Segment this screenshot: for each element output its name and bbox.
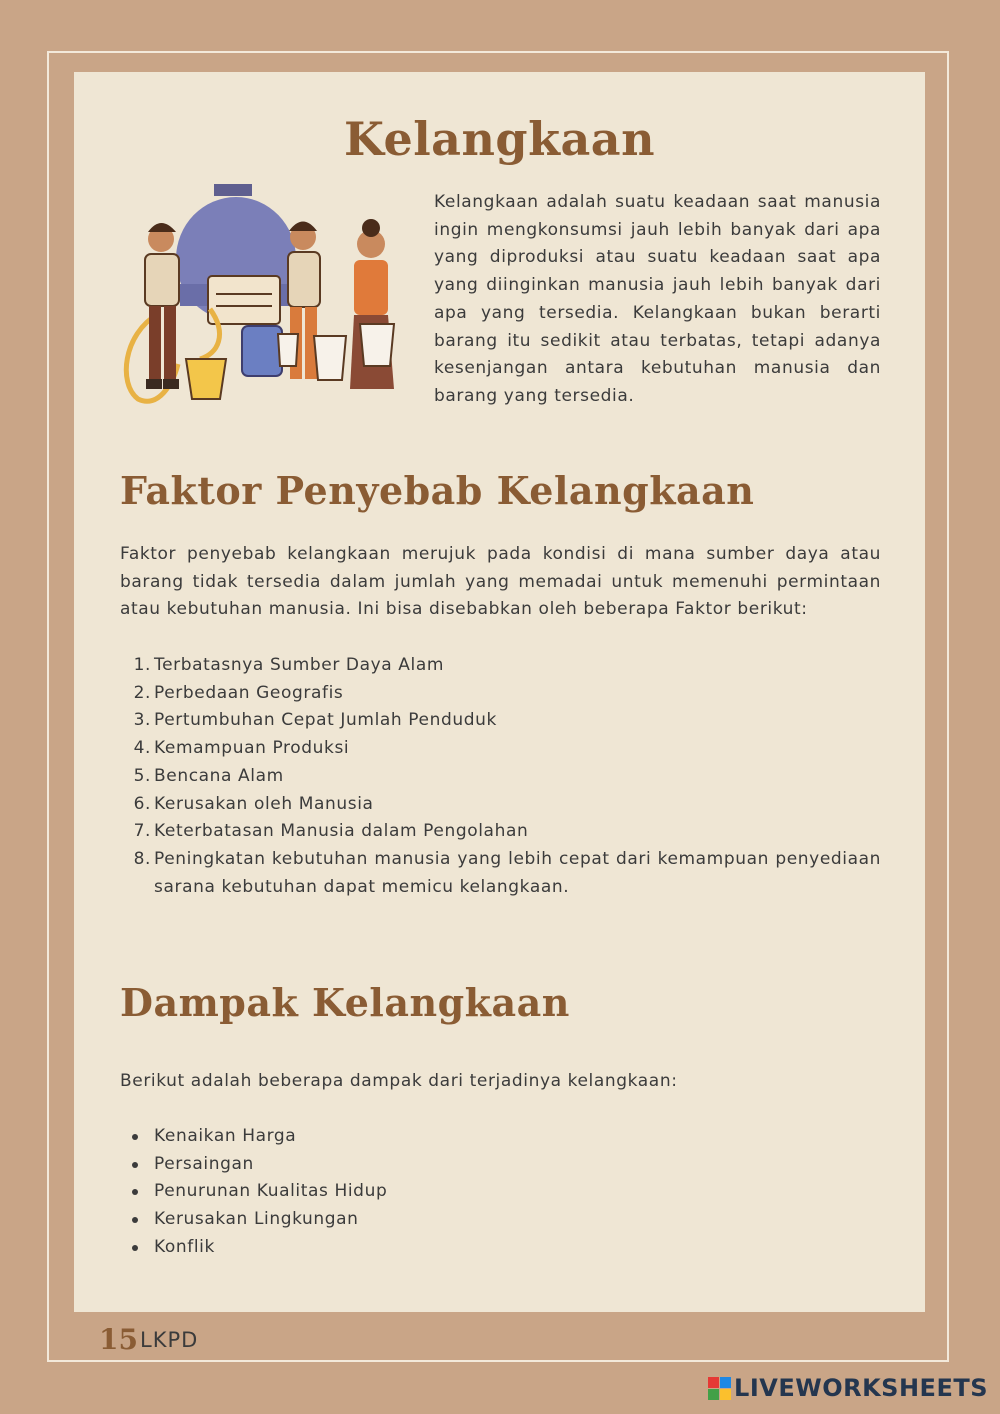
list-number: 6. [133,793,151,814]
list-item-text: Konflik [154,1236,215,1257]
dampak-paragraph: Berikut adalah beberapa dampak dari terjadinya kelangkaan: [120,1071,678,1091]
bullet-icon [132,1217,138,1223]
page-number: 15 [99,1323,138,1356]
faktor-heading: Faktor Penyebab Kelangkaan [120,468,755,513]
list-item [120,1151,881,1179]
liveworksheets-text: LIVEWORKSHEETS [734,1374,988,1402]
list-item [120,763,881,791]
list-number: 5. [133,765,151,786]
list-item [120,1178,881,1206]
list-number: 1. [133,655,151,675]
list-item [120,791,881,819]
page-title: Kelangkaan [343,112,656,166]
list-item [120,1123,881,1151]
list-item-text: Kerusakan oleh Manusia [154,793,374,814]
list-item [120,652,881,680]
list-item [120,707,881,735]
list-item-text: Pertumbuhan Cepat Jumlah Penduduk [154,710,497,731]
liveworksheets-logo-icon [708,1377,731,1400]
bullet-icon [132,1134,138,1140]
liveworksheets-watermark[interactable] [708,1374,988,1402]
list-number: 3. [133,710,151,731]
intro-paragraph: Kelangkaan adalah suatu keadaan saat manusia ingin mengkonsumsi jauh lebih banyak dari apa yang diproduksi atau suatu keadaan saat apa yang diinginkan manusia jauh lebih banyak dari apa yang tersedia. Kelangkaan bukan berarti barang itu sedikit atau terbatas, tetapi adanya kesenjangan antara kebutuhan manusia dan barang yang tersedia. [434,192,881,406]
list-item [120,846,881,901]
list-number: 4. [133,738,151,759]
faktor-paragraph: Faktor penyebab kelangkaan merujuk pada kondisi di mana sumber daya atau barang tidak tersedia dalam jumlah yang memadai untuk memenuhi permintaan atau kebutuhan manusia. Ini bisa disebabkan oleh beberapa Faktor berikut: [120,544,881,620]
list-item [120,1234,881,1262]
dampak-heading: Dampak Kelangkaan [120,980,570,1025]
list-item-text: Kerusakan Lingkungan [154,1209,359,1230]
dampak-list [120,1123,881,1262]
list-item-text: Persaingan [154,1153,254,1174]
list-item-text: Kemampuan Produksi [154,738,350,759]
content-panel [74,72,925,1312]
list-item-text: Penurunan Kualitas Hidup [154,1181,388,1202]
list-number: 7. [133,821,151,842]
list-item-text: Bencana Alam [154,765,284,786]
list-item [120,1206,881,1234]
bullet-icon [132,1189,138,1195]
list-item [120,735,881,763]
list-item [120,680,881,708]
list-item-text: Perbedaan Geografis [154,682,344,703]
list-item-text: Keterbatasan Manusia dalam Pengolahan [154,821,529,842]
footer-label: LKPD [140,1328,199,1352]
people-collecting-water-illustration [118,184,418,419]
list-item-text: Terbatasnya Sumber Daya Alam [154,655,445,675]
list-number: 2. [133,682,151,703]
list-item [120,818,881,846]
faktor-list [120,652,881,901]
list-item-text: Kenaikan Harga [154,1126,297,1146]
bullet-icon [132,1162,138,1168]
bullet-icon [132,1245,138,1251]
list-number: 8. [133,848,151,869]
list-item-text: Peningkatan kebutuhan manusia yang lebih cepat dari kemampuan penyediaan sarana kebutuhan dapat memicu kelangkaan. [154,848,881,897]
